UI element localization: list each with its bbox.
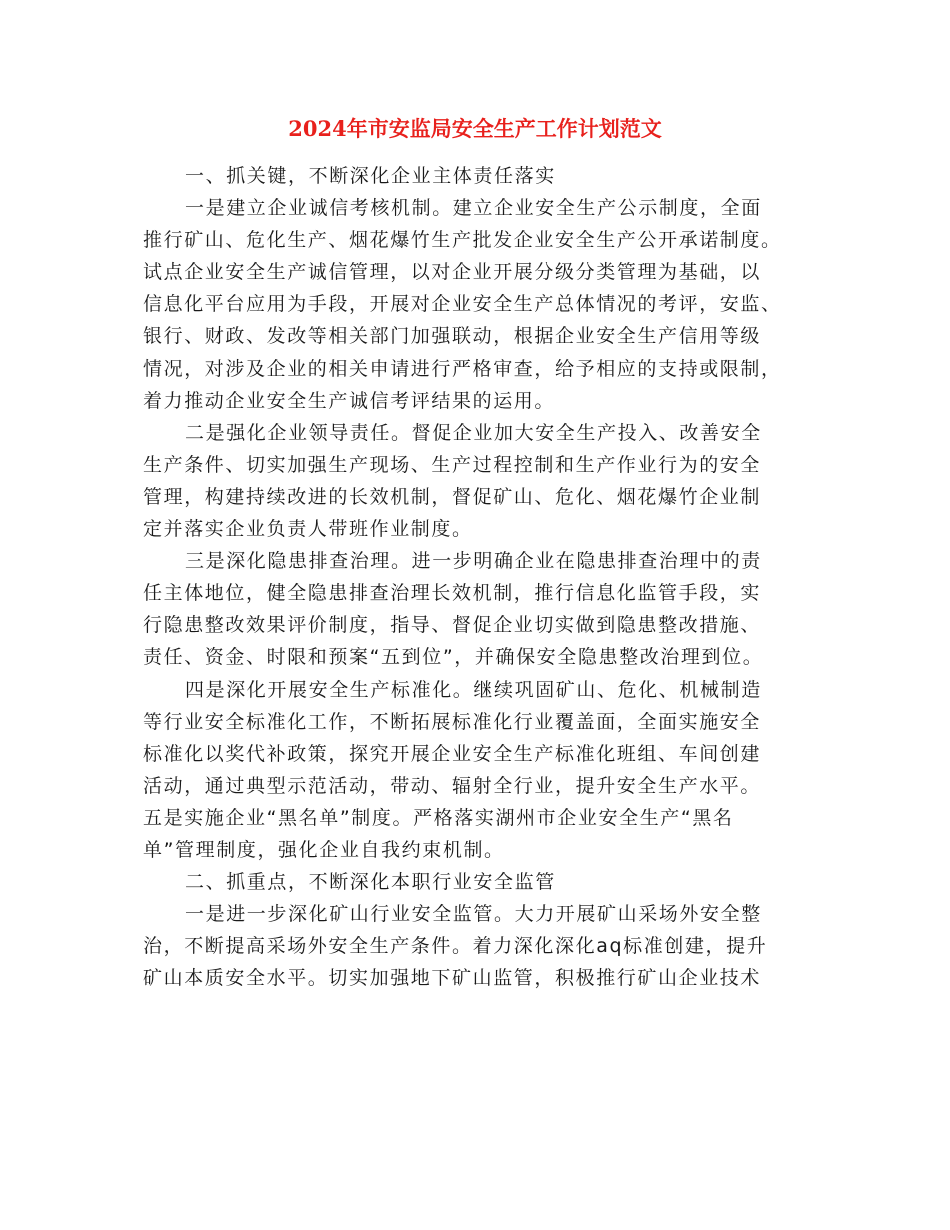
text-line: 二是强化企业领导责任。督促企业加大安全生产投入、改善安全 — [185, 421, 762, 444]
text-line: 生产条件、切实加强生产现场、生产过程控制和生产作业行为的安全 — [143, 453, 762, 476]
text-line: 四是深化开展安全生产标准化。继续巩固矿山、危化、机械制造 — [185, 678, 762, 701]
document-title: 2024年市安监局安全生产工作计划范文 — [288, 116, 662, 141]
text-line: 任主体地位，健全隐患排查治理长效机制，推行信息化监管手段，实 — [143, 582, 762, 605]
section-heading-2 — [143, 866, 805, 898]
paragraph-leadership-responsibility — [143, 417, 805, 545]
text-line: 管理，构建持续改进的长效机制，督促矿山、危化、烟花爆竹企业制 — [143, 485, 762, 508]
text-line: 一是进一步深化矿山行业安全监管。大力开展矿山采场外安全整 — [185, 903, 762, 926]
text-line: 活动，通过典型示范活动，带动、辐射全行业，提升安全生产水平。 — [143, 774, 762, 797]
text-line: 一是建立企业诚信考核机制。建立企业安全生产公示制度，全面 — [185, 197, 762, 220]
text-line: 五是实施企业“黑名单”制度。严格落实湖州市企业安全生产“黑名 — [143, 806, 734, 829]
paragraph-mining-supervision — [143, 898, 805, 994]
text-line: 一、抓关键，不断深化企业主体责任落实 — [185, 165, 556, 187]
document-body — [143, 160, 805, 994]
text-line: 标准化以奖代补政策，探究开展企业安全生产标准化班组、车间创建 — [143, 742, 762, 765]
text-line: 情况，对涉及企业的相关申请进行严格审查，给予相应的支持或限制， — [143, 357, 782, 380]
text-line: 矿山本质安全水平。切实加强地下矿山监管，积极推行矿山企业技术 — [143, 967, 762, 990]
paragraph-integrity-assessment — [143, 192, 805, 417]
text-line: 等行业安全标准化工作，不断拓展标准化行业覆盖面，全面实施安全 — [143, 710, 762, 733]
text-line: 定并落实企业负责人带班作业制度。 — [143, 518, 473, 541]
paragraph-hazard-investigation — [143, 545, 805, 673]
text-line: 信息化平台应用为手段，开展对企业安全生产总体情况的考评，安监、 — [143, 293, 782, 316]
text-line: 责任、资金、时限和预案“五到位”，并确保安全隐患整改治理到位。 — [143, 646, 764, 669]
text-line: 三是深化隐患排查治理。进一步明确企业在隐患排查治理中的责 — [185, 550, 762, 573]
text-line: 试点企业安全生产诚信管理，以对企业开展分级分类管理为基础，以 — [143, 261, 762, 284]
text-line: 银行、财政、发改等相关部门加强联动，根据企业安全生产信用等级 — [143, 325, 762, 348]
section-heading-1 — [143, 160, 805, 192]
paragraph-standardization — [143, 674, 805, 867]
text-line: 单”管理制度，强化企业自我约束机制。 — [143, 838, 505, 861]
text-line: 治，不断提高采场外安全生产条件。着力深化深化aq标准创建，提升 — [143, 935, 768, 958]
text-line: 二、抓重点，不断深化本职行业安全监管 — [185, 871, 556, 894]
text-line: 推行矿山、危化生产、烟花爆竹生产批发企业安全生产公开承诺制度。 — [143, 229, 782, 252]
text-line: 着力推动企业安全生产诚信考评结果的运用。 — [143, 389, 556, 412]
text-line: 行隐患整改效果评价制度，指导、督促企业切实做到隐患整改措施、 — [143, 614, 762, 637]
